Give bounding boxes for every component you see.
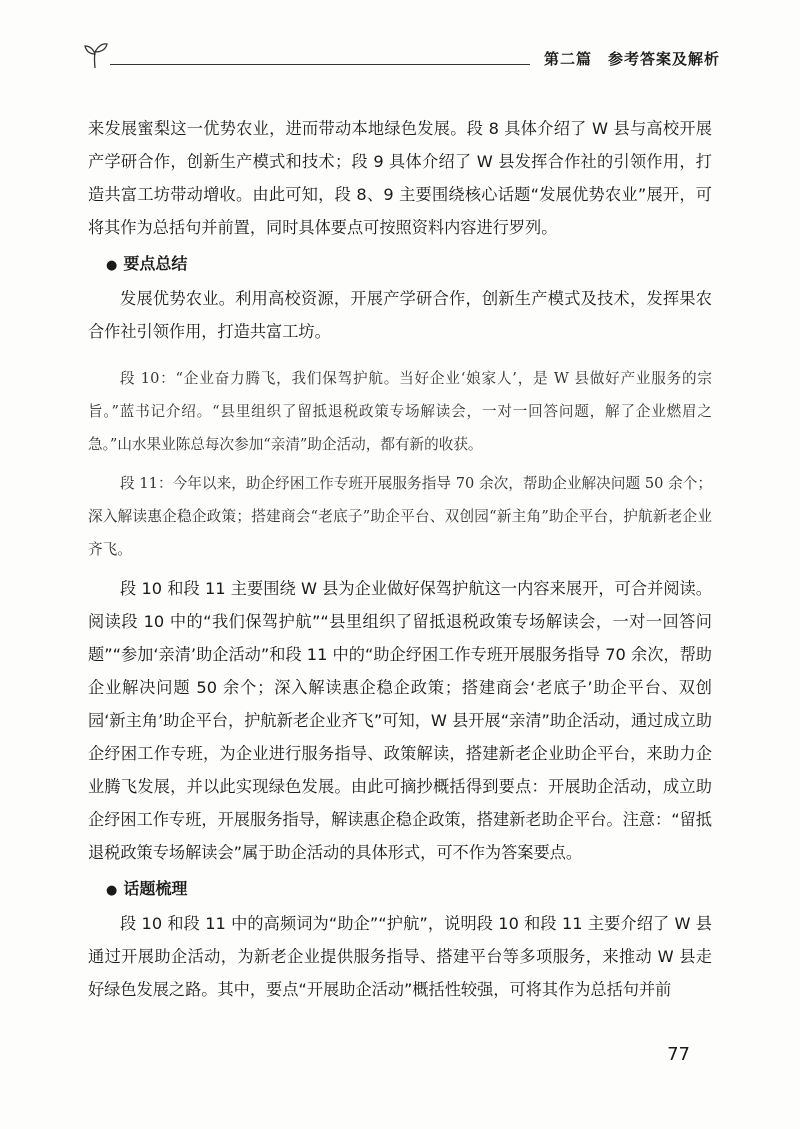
- header-rule: [110, 64, 530, 65]
- bullet-dot-icon: ●: [106, 258, 118, 273]
- page-header: [80, 40, 720, 74]
- sprout-icon: [80, 40, 110, 70]
- bullet-heading-key-points: [88, 248, 712, 282]
- bullet-dot-icon: ●: [106, 883, 118, 898]
- page-number: 77: [667, 1044, 690, 1065]
- bullet-heading-topic: [88, 873, 712, 907]
- paragraph-topic: 段 10 和段 11 中的高频词为“助企”“护航”，说明段 10 和段 11 主要介绍了 W 县通过开展助企活动，为新老企业提供服务指导、搭建平台等多项服务，来推动 W 县走好绿色发展之路。其中，要点“开展助企活动”概括性较强，可将其作为总括句并前: [88, 914, 712, 999]
- paragraph-1: 来发展蜜梨这一优势农业，进而带动本地绿色发展。段 8 具体介绍了 W 县与高校开展产学研合作，创新生产模式和技术；段 9 具体介绍了 W 县发挥合作社的引领作用，打造共富工坊带动增收。由此可知，段 8、9 主要围绕核心话题“发展优势农业”展开，可将其作为总括句并前置，同时具体要点可按照资料内容进行罗列。: [88, 119, 712, 237]
- section-title: 第二篇 参考答案及解析: [543, 50, 720, 68]
- source-excerpt-10: 段 10：“企业奋力腾飞，我们保驾护航。当好企业‘娘家人’，是 W 县做好产业服务的宗旨。”蓝书记介绍。“县里组织了留抵退税政策专场解读会，一对一回答问题，解了企业燃眉之急。”山水果业陈总每次参加“亲清”助企活动，都有新的收获。: [88, 370, 712, 453]
- paragraph-analysis: 段 10 和段 11 主要围绕 W 县为企业做好保驾护航这一内容来展开，可合并阅读。阅读段 10 中的“我们保驾护航”“县里组织了留抵退税政策专场解读会，一对一回答问题”“参加‘亲清’助企活动”和段 11 中的“助企纾困工作专班开展服务指导 70 余次，帮助企业解决问题 50 余个；深入解读惠企稳企政策；搭建商会‘老底子’助企平台、双创园‘新主角’助企平台，护航新老企业齐飞”可知，W 县开展“亲清”助企活动，通过成立助企纾困工作专班，为企业进行服务指导、政策解读，搭建新老企业助企平台，来助力企业腾飞发展，并以此实现绿色发展。由此可摘抄概括得到要点：开展助企活动，成立助企纾困工作专班，开展服务指导，解读惠企稳企政策，搭建新老助企平台。注意：“留抵退税政策专场解读会”属于助企活动的具体形式，可不作为答案要点。: [88, 579, 712, 862]
- source-excerpt-11: 段 11：今年以来，助企纾困工作专班开展服务指导 70 余次，帮助企业解决问题 50 余个；深入解读惠企稳企政策；搭建商会“老底子”助企平台、双创园“新主角”助企平台，护航新老企业齐飞。: [88, 475, 712, 558]
- page-body: [88, 112, 712, 1006]
- bullet-label: 话题梳理: [123, 879, 188, 898]
- paragraph-key-points: 发展优势农业。利用高校资源，开展产学研合作，创新生产模式及技术，发挥果农合作社引领作用，打造共富工坊。: [88, 289, 712, 341]
- bullet-label: 要点总结: [123, 254, 188, 273]
